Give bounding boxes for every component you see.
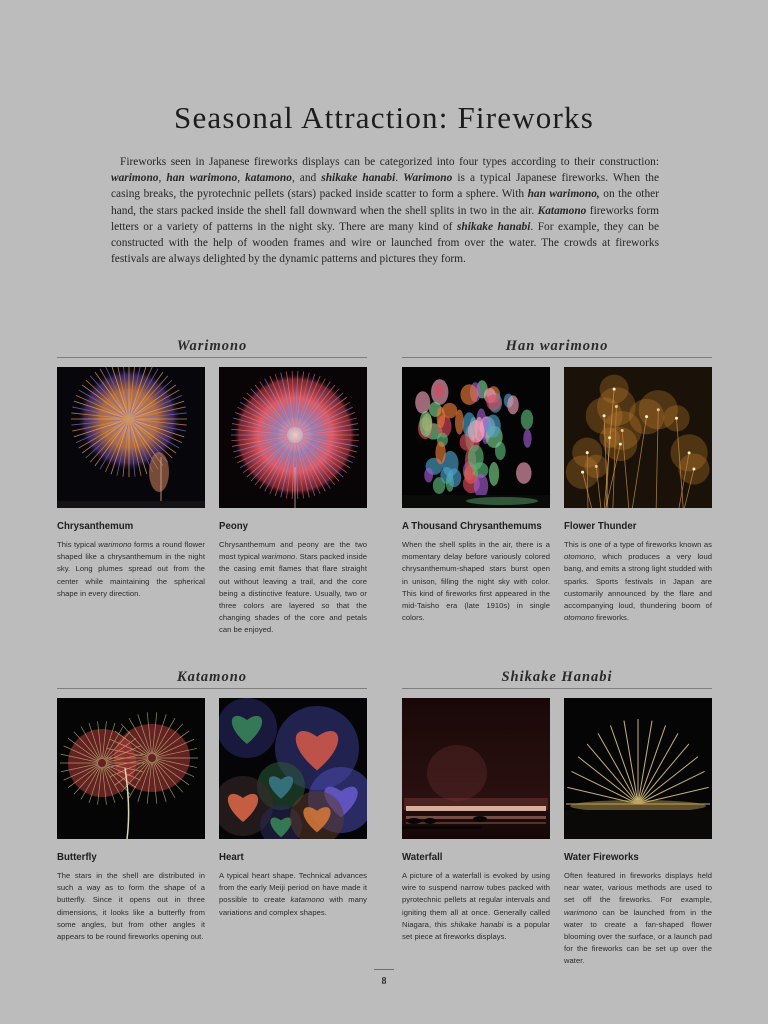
- description-text: can be launched from in the water to create a fan-shaped flower blooming over the surface, or a launch pad for the fireworks can be set up over the water.: [564, 907, 712, 966]
- heart-firework-photo: [219, 698, 367, 839]
- description-term: warimono: [261, 552, 296, 562]
- card-title: Flower Thunder: [564, 520, 637, 532]
- card-waterfall: [402, 698, 550, 968]
- description-term: katamono: [290, 895, 325, 905]
- description-text: The stars in the shell are distributed in such a way as to form the shape of a butterfly. Since it opens out in three dimensions, it looks like a butterfly from some angles, but from other angles it appears to be round fireworks opening out.: [57, 871, 205, 942]
- card-title: Heart: [219, 851, 244, 863]
- butterfly-firework-photo: [57, 698, 205, 839]
- intro-term: han warimono,: [527, 188, 600, 201]
- flower-thunder-firework-photo: [564, 367, 712, 508]
- description-text: Often featured in fireworks displays held near water, various methods are used to set off the fireworks. For example,: [564, 871, 712, 905]
- water-fireworks-photo: [564, 698, 712, 839]
- description-text: forms a round flower shaped like a chrysanthemum in the night sky. Long plumes spread out from the center while maintaining the spherical shape in every direction.: [57, 540, 205, 598]
- page-title: Seasonal Attraction: Fireworks: [174, 100, 594, 135]
- card-description: [402, 539, 550, 624]
- intro-term: katamono: [245, 172, 292, 185]
- intro-text: , and: [291, 172, 322, 185]
- description-text: This typical: [57, 540, 99, 549]
- description-text: with many variations and complex shapes.: [219, 895, 367, 917]
- section-heading: Katamono: [57, 666, 367, 689]
- card-description: [219, 870, 367, 919]
- section-heading: Warimono: [57, 335, 367, 358]
- card-title: Butterfly: [57, 851, 97, 863]
- card-description: [57, 539, 205, 600]
- section-katamono: [57, 666, 367, 943]
- description-text: is a popular set piece at fireworks displays.: [402, 919, 550, 942]
- description-text: A picture of a waterfall is evoked by using wire to suspend narrow tubes packed with pyrotechnic pellets at regular intervals and igniting them all at once. Generally called Niagara, this: [402, 871, 550, 929]
- card-title: A Thousand Chrysanthemums: [402, 520, 542, 532]
- intro-paragraph: [111, 154, 659, 267]
- description-text: When the shell splits in the air, there is a momentary delay before variously colored chrysanthemum-shaped stars burst open in unison, filling the night sky with color. This kind of fireworks first appeared in the mid-Taisho era (late 1910s) in single colors.: [402, 540, 550, 623]
- peony-firework-photo: [219, 367, 367, 508]
- intro-text: on the other hand, the stars packed inside the shell fall downward when the shell splits in two in the air.: [111, 188, 659, 217]
- description-text: fireworks.: [593, 613, 630, 623]
- section-heading: Han warimono: [402, 335, 712, 358]
- waterfall-firework-photo: [402, 698, 550, 839]
- section-shikake-hanabi: [402, 666, 712, 968]
- intro-text: ,: [237, 172, 246, 185]
- intro-text: fireworks form letters or a variety of patterns in the night sky. There are many kind of: [111, 204, 659, 233]
- description-text: This is one of a type of fireworks known as: [564, 540, 712, 549]
- description-term: otomono: [564, 613, 594, 623]
- section-warimono: [57, 335, 367, 637]
- card-description: [57, 870, 205, 943]
- card-thousand-chrysanthemums: [402, 367, 550, 624]
- description-term: warimono: [564, 907, 598, 917]
- card-chrysanthemum: [57, 367, 205, 637]
- card-peony: [219, 367, 367, 637]
- chrysanthemum-firework-photo: [57, 367, 205, 508]
- description-text: Chrysanthemum and peony are the two most typical: [219, 540, 367, 562]
- intro-term: han warimono: [166, 172, 238, 185]
- intro-term: Warimono: [403, 172, 453, 185]
- description-text: , which produces a very loud bang, and emits a strong light studded with sparks. Sports festivals in Japan are customarily announced by the flare and accompanying loud, thundering boom of: [564, 552, 712, 611]
- intro-text: Fireworks seen in Japanese fireworks displays can be categorized into four types according to their construction:: [120, 156, 659, 168]
- intro-term: shikake hanabi: [456, 220, 531, 233]
- card-description: [219, 539, 367, 637]
- card-description: [564, 870, 712, 968]
- description-term: otomono: [564, 552, 594, 562]
- intro-term: Katamono: [537, 204, 587, 217]
- description-term: warimono: [98, 540, 132, 549]
- intro-text: is a typical Japanese fireworks. When the casing breaks, the pyrotechnic pellets (stars) packed inside scatter to form a sphere. With: [111, 172, 659, 201]
- description-term: shikake hanabi: [450, 919, 504, 929]
- page-number-rule: [374, 969, 394, 970]
- description-text: A typical heart shape. Technical advances from the early Meiji period on have made it possible to create: [219, 871, 367, 905]
- thousand-chrysanthemums-firework-photo: [402, 367, 550, 508]
- intro-text: . For example, they can be constructed with the help of wooden frames and wire or launched from over the water. The crowds at fireworks festivals are always delighted by the dynamic patterns and pictures they form.: [111, 220, 659, 266]
- description-text: . Stars packed inside the casing emit flames that flare straight out without leaving a trail, and the core being a distinctive feature. Usually, two or three colors are layered so that the changing shades of the core and petals can be enjoyed.: [219, 552, 367, 635]
- section-heading: Shikake Hanabi: [402, 666, 712, 689]
- card-title: Peony: [219, 520, 248, 532]
- intro-term: warimono: [111, 172, 159, 185]
- card-title: Chrysanthemum: [57, 520, 134, 532]
- card-butterfly: [57, 698, 205, 943]
- section-han-warimono: [402, 335, 712, 624]
- card-flower-thunder: [564, 367, 712, 624]
- page-number: 8: [381, 976, 387, 987]
- intro-text: .: [395, 172, 404, 185]
- intro-text: ,: [158, 172, 167, 185]
- card-title: Water Fireworks: [564, 851, 639, 863]
- card-title: Waterfall: [402, 851, 443, 863]
- card-description: [402, 870, 550, 943]
- intro-term: shikake hanabi: [321, 172, 396, 185]
- card-heart: [219, 698, 367, 943]
- card-description: [564, 539, 712, 624]
- card-water-fireworks: [564, 698, 712, 968]
